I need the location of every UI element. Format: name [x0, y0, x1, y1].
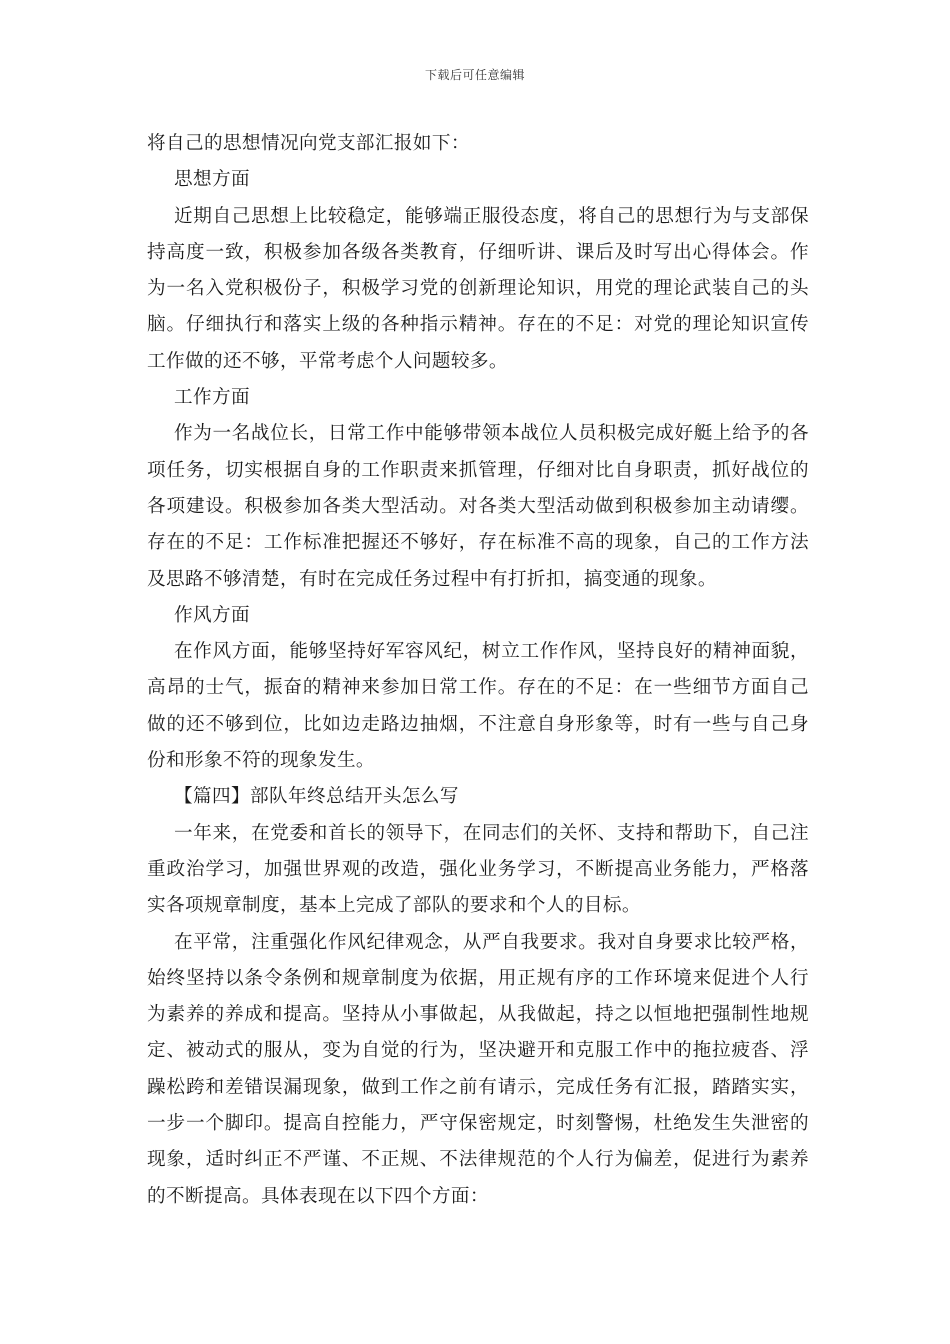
text-line: 将自己的思想情况向党支部汇报如下：: [147, 133, 470, 154]
section-heading-style: 作风方面: [174, 604, 250, 626]
text-line: 脑。仔细执行和落实上级的各种指示精神。存在的不足：对党的理论知识宣传: [147, 314, 809, 336]
text-line: 一年来，在党委和首长的领导下，在同志们的关怀、支持和帮助下，自己注: [174, 822, 809, 844]
document-body: [147, 126, 809, 1215]
text-line: 项任务，切实根据自身的工作职责来抓管理，仔细对比自身职责，抓好战位的: [147, 459, 809, 481]
text-line: 在平常，注重强化作风纪律观念，从严自我要求。我对自身要求比较严格，: [174, 931, 809, 953]
text-line: 躁松跨和差错误漏现象，做到工作之前有请示，完成任务有汇报，踏踏实实，: [147, 1076, 809, 1098]
text-line: 实各项规章制度，基本上完成了部队的要求和个人的目标。: [147, 895, 641, 917]
text-line: 一步一个脚印。提高自控能力，严守保密规定，时刻警惕，杜绝发生失泄密的: [147, 1113, 809, 1135]
text-line: 定、被动式的服从，变为自觉的行为，坚决避开和克服工作中的拖拉疲沓、浮: [147, 1040, 809, 1062]
text-line: 各项建设。积极参加各类大型活动。对各类大型活动做到积极参加主动请缨。: [147, 495, 809, 517]
text-line: 始终坚持以条令条例和规章制度为依据，用正规有序的工作环境来促进个人行: [147, 967, 809, 989]
text-line: 高昂的士气，振奋的精神来参加日常工作。存在的不足：在一些细节方面自己: [147, 677, 809, 699]
text-line: 近期自己思想上比较稳定，能够端正服役态度，将自己的思想行为与支部保: [174, 205, 809, 227]
section-heading-thought: 思想方面: [174, 169, 250, 191]
text-line: 的不断提高。具体表现在以下四个方面：: [147, 1185, 489, 1207]
text-line: 为素养的养成和提高。坚持从小事做起，从我做起，持之以恒地把强制性地规: [147, 1004, 809, 1026]
section-heading-work: 工作方面: [174, 387, 250, 409]
text-line: 作为一名战位长，日常工作中能够带领本战位人员积极完成好艇上给予的各: [174, 423, 809, 445]
text-line: 及思路不够清楚，有时在完成任务过程中有打折扣，搞变通的现象。: [147, 568, 717, 590]
article-title: 【篇四】部队年终总结开头怎么写: [174, 786, 459, 808]
header-note: 下载后可任意编辑: [424, 68, 525, 82]
text-line: 工作做的还不够，平常考虑个人问题较多。: [147, 350, 508, 372]
text-line: 持高度一致，积极参加各级各类教育，仔细听讲、课后及时写出心得体会。作: [147, 241, 809, 263]
text-line: 为一名入党积极份子，积极学习党的创新理论知识，用党的理论武装自己的头: [147, 278, 809, 300]
text-line: 现象，适时纠正不严谨、不正规、不法律规范的个人行为偏差，促进行为素养: [147, 1149, 809, 1171]
text-line: 在作风方面，能够坚持好军容风纪，树立工作作风，坚持良好的精神面貌，: [174, 641, 809, 663]
text-line: 份和形象不符的现象发生。: [147, 750, 375, 772]
text-line: 重政治学习，加强世界观的改造，强化业务学习，不断提高业务能力，严格落: [147, 858, 809, 880]
text-line: 做的还不够到位，比如边走路边抽烟，不注意自身形象等，时有一些与自己身: [147, 713, 809, 735]
text-line: 存在的不足：工作标准把握还不够好，存在标准不高的现象，自己的工作方法: [147, 532, 809, 554]
